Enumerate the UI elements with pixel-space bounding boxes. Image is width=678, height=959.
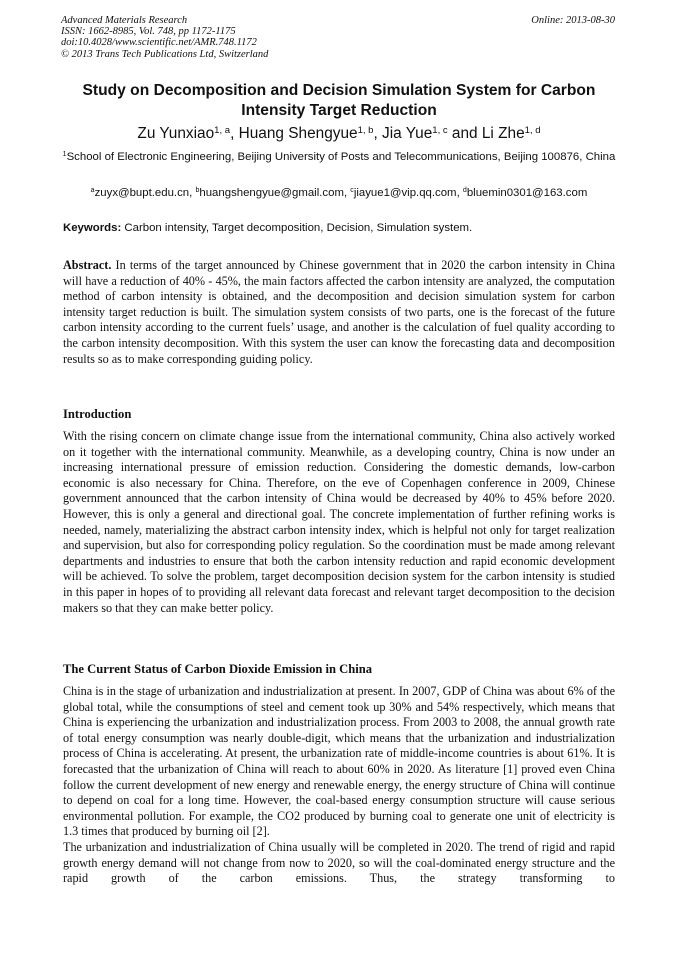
email-separator: , <box>343 187 351 199</box>
title-line-2: Intensity Target Reduction <box>241 102 437 119</box>
abstract-text: In terms of the target announced by Chinese government that in 2020 the carbon intensity in China will have a reduction of 40% - 45%, the main factors affected the carbon intensity are analyzed, the computation method of carbon intensity is obtained, and the decomposition and decision simulation system for carbon intensity target reduction is built. The simulation system consists of two parts, one is the forecast of the future carbon intensity according to the current fuels’ usage, and another is the calculation of fuel quality according to the carbon intensity decomposition. With this system the user can know the forecasting data and decomposition results so as to make corresponding guiding policy. <box>63 258 615 366</box>
email-address[interactable]: bluemin0301@163.com <box>466 187 588 199</box>
online-date: Online: 2013-08-30 <box>531 15 615 26</box>
journal-metadata <box>61 15 268 60</box>
current-status-section <box>63 684 615 887</box>
keywords-label: Keywords: <box>63 222 122 234</box>
paragraph: China is in the stage of urbanization and industrialization at present. In 2007, GDP of China was about 6% of the global total, while the consumptions of steel and cement took up 30% and 54% respectively, which means that China is experiencing the urbanization and industrialization process. From 2003 to 2008, the annual growth rate of total energy consumption was nearly double-digit, which means that the urbanization and industrialization process of China is accelerating. At present, the urbanization rate of middle-income countries is about 61%. It is forecasted that the urbanization of China will reach to about 60% in 2020. As literature [1] proved even China follow the current development of new energy and renewable energy, the energy structure of China will continue to depend on coal for a long time. However, the coal-based energy consumption structure will cause serious environmental pollution. For example, the CO2 produced by burning coal to generate one unit of electricity is 1.3 times that produced by burning oil [2]. <box>63 684 615 839</box>
author-name: Zu Yunxiao <box>137 125 215 142</box>
email-sup: a <box>90 187 95 195</box>
paragraph: The urbanization and industrialization of China usually will be completed in 2020. The trend of rigid and rapid growth energy demand will not change from now to 2020, so will the coal-dominated energy structure and the rapid growth of the carbon emissions. Thus, the strategy transforming to <box>63 839 615 886</box>
author-sup: 1, b <box>357 124 374 136</box>
affiliation-sup: 1 <box>62 151 67 159</box>
author-sup: 1, c <box>432 124 448 136</box>
affiliation <box>60 150 618 166</box>
author-separator: , <box>373 125 383 142</box>
section-heading-introduction: Introduction <box>63 407 132 421</box>
issn-line: ISSN: 1662-8985, Vol. 748, pp 1172-1175 <box>61 26 236 38</box>
author-name: Li Zhe <box>481 125 525 142</box>
abstract-label: Abstract. <box>63 258 112 272</box>
author-separator: and <box>447 125 482 142</box>
journal-name: Advanced Materials Research <box>61 15 188 26</box>
author-sup: 1, d <box>524 124 541 136</box>
author-sup: 1, a <box>214 124 231 136</box>
email-address[interactable]: zuyx@bupt.edu.cn <box>94 187 190 199</box>
email-address[interactable]: huangshengyue@gmail.com <box>199 187 344 199</box>
author-name: Huang Shengyue <box>238 125 358 142</box>
email-sup: b <box>195 187 200 195</box>
author-list <box>60 124 618 144</box>
paragraph: With the rising concern on climate change issue from the international community, China also actively worked on it together with the international community. Meanwhile, as a developing country, China is now under an increasing international pressure of emission reduction. Considering the domestic demands, low-carbon economic is also necessary for China. Therefore, on the eve of Copenhagen conference in 2009, Chinese government announced that the carbon intensity of China would be decreased by 40% to 45% before 2020. However, this is only a general and directional goal. The concrete implementation of further refining works is needed, namely, materializing the abstract carbon intensity index, which is helpful not only for target realization and supervision, but also for corresponding policy regulation. So the coordination must be made among relevant departments and industries to ensure that both the carbon intensity reduction and rapid economic development will be achieved. To solve the problem, target decomposition decision system for the carbon intensity is studied in this paper in hopes of to providing all relevant data forecast and relevant target decomposition to the decision makers so that they can make better policy. <box>63 429 615 615</box>
email-sup: c <box>350 187 354 195</box>
email-sup: d <box>462 187 467 195</box>
copyright-line: © 2013 Trans Tech Publications Ltd, Switzerland <box>61 48 269 60</box>
email-list <box>60 186 618 201</box>
author-separator: , <box>230 125 239 142</box>
title-line-1: Study on Decomposition and Decision Simulation System for Carbon <box>82 82 596 99</box>
email-separator: , <box>456 187 463 199</box>
abstract <box>63 258 615 367</box>
email-address[interactable]: jiayue1@vip.qq.com <box>353 187 457 199</box>
keywords-text: Carbon intensity, Target decomposition, Decision, Simulation system. <box>121 222 473 234</box>
introduction-section <box>63 429 615 616</box>
email-separator: , <box>189 187 196 199</box>
doi-line: doi:10.4028/www.scientific.net/AMR.748.1172 <box>61 37 257 49</box>
affiliation-text: School of Electronic Engineering, Beijing University of Posts and Telecommunications, Beijing 100876, China <box>66 151 616 163</box>
author-name: Jia Yue <box>382 125 433 142</box>
keywords <box>63 221 618 236</box>
section-heading-current-status: The Current Status of Carbon Dioxide Emission in China <box>63 662 373 676</box>
paper-title <box>60 81 618 121</box>
